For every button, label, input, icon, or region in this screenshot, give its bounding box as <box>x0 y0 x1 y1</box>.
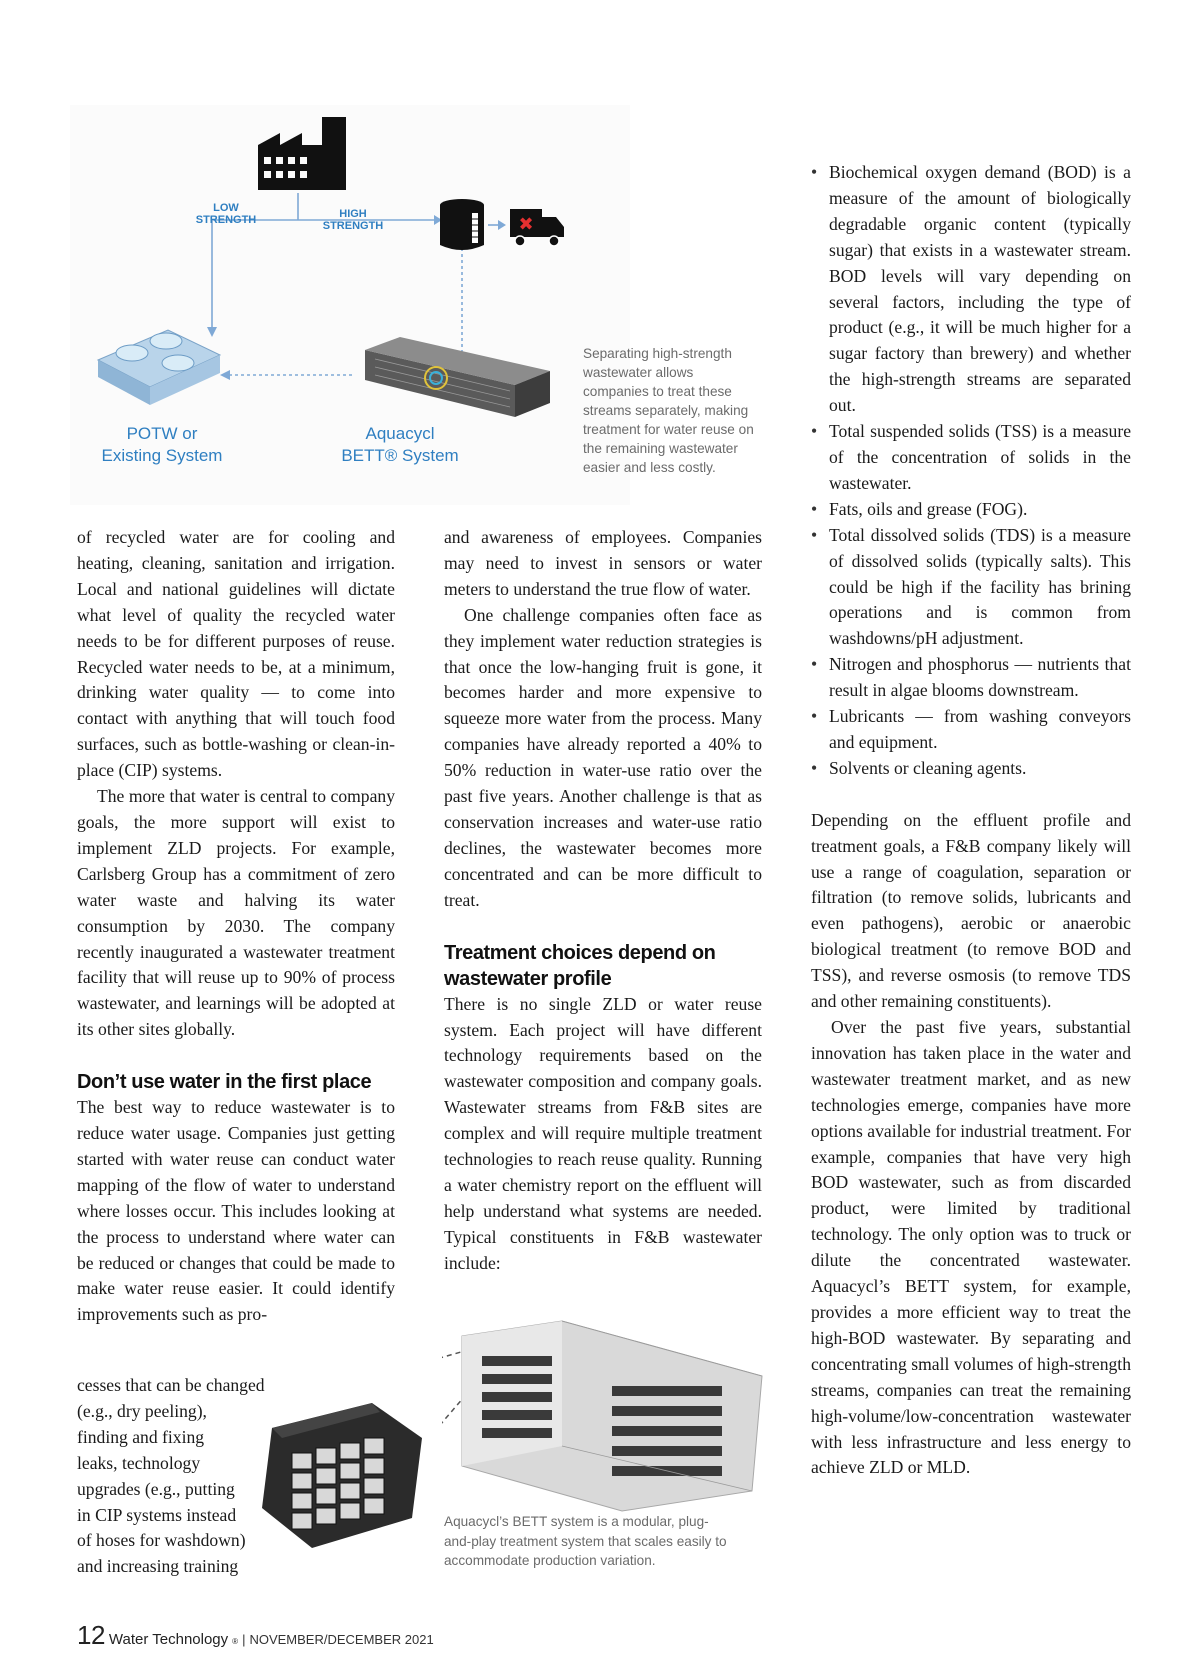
figure-caption-top: Separating high-strength wastewater allows companies to treat these streams separately, making treatment for water reuse on the remaining wastewater easier and less costly. <box>583 346 754 475</box>
text-line: and increasing training <box>77 1556 239 1577</box>
label-high-strength-2: STRENGTH <box>322 220 384 232</box>
section-heading: Don’t use water in the first place <box>77 1071 372 1094</box>
bett-module-photo <box>252 1398 452 1558</box>
page-footer <box>77 1620 434 1651</box>
list-item: • Biochemical oxygen demand (BOD) is a measure of the amount of biologically degradable organic content (typically sugar) that exists in a wastewater stream. BOD levels will vary depending on several factors, including the type of product (e.g., it will be much higher for a sugar factory than brewery) and whether the high-strength streams are separated out. <box>793 160 1131 419</box>
label-potw-1: POTW or <box>126 424 198 443</box>
magazine-name: Water Technology <box>108 1631 229 1648</box>
label-aquacycl-1: Aquacycl <box>365 424 435 443</box>
footer-separator: | <box>242 1632 246 1647</box>
text-line: of hoses for washdown) <box>77 1530 246 1551</box>
list-item: • Nitrogen and phosphorus — nutrients that result in algae blooms downstream. <box>793 652 1131 704</box>
paragraph: One challenge companies often face as they implement water reduction strategies is that once the low-hanging fruit is gone, it becomes harder and more expensive to squeeze more water from the process. Many companies have already reported a 40% to 50% reduction in water-use ratio over the past five years. Another challenge is that as conservation increases and water-use ratio declines, the wastewater becomes more concentrated and can be more difficult to treat. <box>444 604 762 910</box>
label-aquacycl-2: BETT® System <box>341 446 459 465</box>
text-line: leaks, technology <box>77 1452 201 1473</box>
figure-caption-bottom: Aquacycl’s BETT system is a modular, plug-and-play treatment system that scales easily to accommodate production variation. <box>444 1514 727 1569</box>
text-line: in CIP systems instead <box>77 1504 237 1525</box>
paragraph: The more that water is central to company goals, the more support will exist to implement ZLD projects. For example, Carlsberg Group has a commitment of zero water waste and halving its water consumption by 2030. The company recently inaugurated a wastewater treatment facility that will reuse up to 90% of process wastewater, and learnings will be adopted at its other sites globally. <box>77 786 395 1040</box>
text-line: cesses that can be changed <box>77 1375 265 1395</box>
paragraph: There is no single ZLD or water reuse system. Each project will have different technology requirements based on the wastewater composition and company goals. Wastewater streams from F&B sites are complex and will require multiple treatment technologies to reach reuse quality. Running a water chemistry report on the effluent will help understand what systems are needed. Typical constituents in F&B wastewater include: <box>444 993 762 1273</box>
paragraph: Depending on the effluent profile and treatment goals, a F&B company likely will use a range of coagulation, separation or filtration (to remove solids, lubricants and even pathogens), aerobic or anaerobic biological treatment (to remove BOD and TSS), and reverse osmosis (to remove TDS and other remaining constituents). <box>811 809 1131 1012</box>
text-line: upgrades (e.g., putting <box>77 1478 235 1499</box>
list-item: • Solvents or cleaning agents. <box>793 756 1131 782</box>
column-left <box>77 525 395 1328</box>
list-item: • Lubricants — from washing conveyors and equipment. <box>793 704 1131 756</box>
paragraph: Over the past five years, substantial innovation has taken place in the water and wastewater treatment market, and as new technologies emerge, companies have more options available for industrial treatment. For example, companies that have very high BOD wastewater, such as from discarded product, were limited by traditional technology. The only option was to truck or dilute the concentrated wastewater. Aquacycl’s BETT system, for example, provides a more efficient way to treat the high-BOD wastewater. By separating and concentrating small volumes of high-strength streams, companies can treat the remaining high-volume/low-concentration wastewater with less infrastructure and less energy to achieve ZLD or MLD. <box>811 1017 1131 1478</box>
issue-date: NOVEMBER/DECEMBER 2021 <box>249 1632 434 1647</box>
svg-text:✖: ✖ <box>518 214 534 235</box>
text-line: (e.g., dry peeling), <box>77 1400 207 1421</box>
page-number: 12 <box>77 1620 105 1650</box>
wastewater-flow-diagram <box>70 105 630 505</box>
text-line: finding and fixing <box>77 1426 205 1447</box>
label-low-strength-1: LOW <box>213 202 239 214</box>
list-item: • Total suspended solids (TSS) is a measure of the concentration of solids in the wastewater. <box>793 419 1131 497</box>
constituents-list <box>793 160 1131 782</box>
section-heading: Treatment choices depend on wastewater profile <box>444 941 716 990</box>
label-low-strength-2: STRENGTH <box>195 214 257 226</box>
paragraph: of recycled water are for cooling and heating, cleaning, sanitation and irrigation. Local and national guidelines will dictate what level of quality the recycled water needs to be for different purposes of reuse. Recycled water needs to be, at a minimum, drinking water quality — to come into contact with anything that will touch food surfaces, such as bottle-washing or clean-in-place (CIP) systems. <box>77 527 395 781</box>
bett-container-photo <box>442 1316 772 1516</box>
paragraph: and awareness of employees. Companies may need to invest in sensors or water meters to understand the true flow of water. <box>444 527 762 599</box>
list-item: • Fats, oils and grease (FOG). <box>793 497 1131 523</box>
registered-mark: ® <box>232 1637 239 1646</box>
tank-icon <box>440 199 484 250</box>
column-right <box>811 160 1131 1481</box>
column-middle <box>444 525 762 1277</box>
list-item: • Total dissolved solids (TDS) is a measure of dissolved solids (typically salts). This could be high if the facility has brining operations and is common from washdowns/pH adjustment. <box>793 523 1131 653</box>
label-high-strength-1: HIGH <box>339 208 367 220</box>
label-potw-2: Existing System <box>101 446 223 465</box>
paragraph: The best way to reduce wastewater is to reduce water usage. Companies just getting started with water reuse can conduct water mapping of the flow of water to understand where losses occur. This includes looking at the process to understand where water can be reduced or changes that could be made to make water reuse easier. It could identify improvements such as pro- <box>77 1097 395 1325</box>
